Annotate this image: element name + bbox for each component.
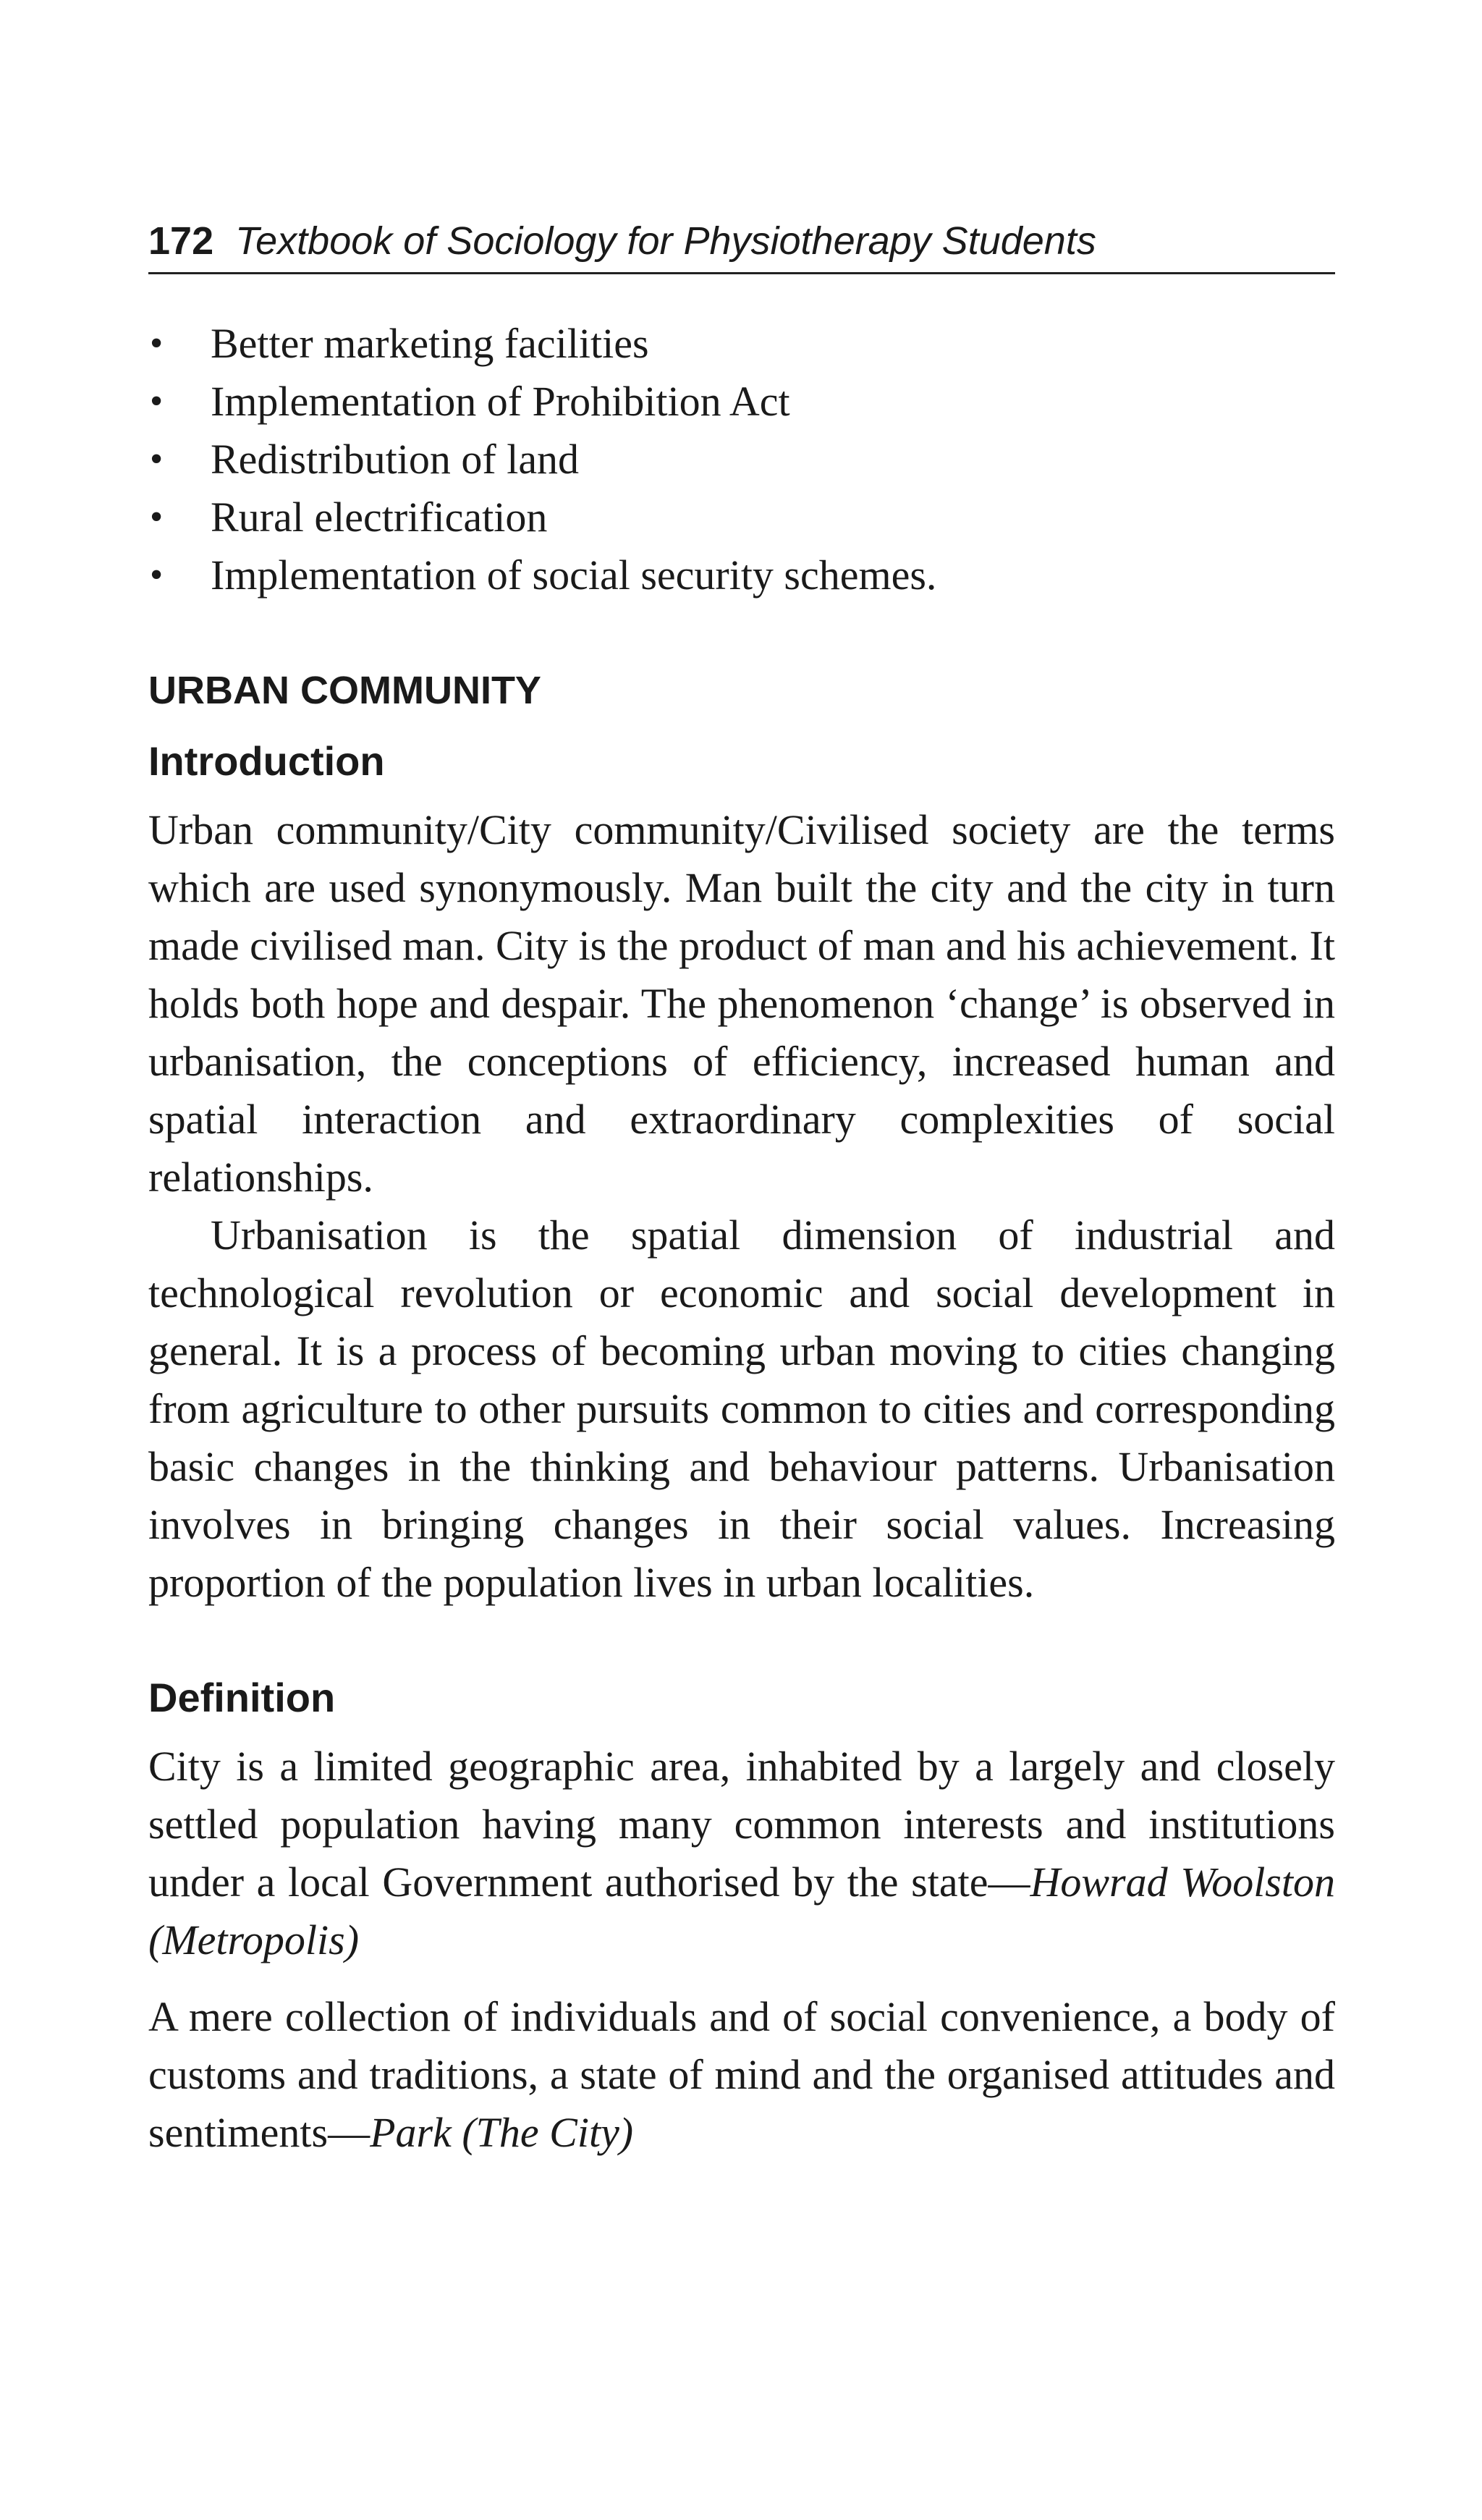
list-item: [148, 431, 1335, 489]
section-heading: URBAN COMMUNITY: [148, 669, 541, 712]
bullet-icon: •: [150, 381, 164, 422]
list-item-text: Rural electrification: [211, 494, 548, 541]
bullet-icon: •: [150, 554, 164, 596]
definition-quote: [148, 1988, 1335, 2162]
list-item: [148, 373, 1335, 431]
bullet-icon: •: [150, 496, 164, 538]
list-item: [148, 546, 1335, 604]
list-item: [148, 315, 1335, 373]
book-title: Textbook of Sociology for Physiotherapy Students: [235, 219, 1096, 263]
bullet-icon: •: [150, 439, 164, 480]
quote-text: City is a limited geographic area, inhabited by a largely and closely settled population having many common interests and institutions under a local Government authorised by the state—: [148, 1743, 1335, 1906]
introduction-paragraph: Urban community/City community/Civilised society are the terms which are used synonymously. Man built the city and the city in turn made civilised man. City is the product of man and his achievement. It holds both hope and despair. The phenomenon ‘change’ is observed in urbanisation, the conceptions of efficiency, increased human and spatial interaction and extraordinary complexities of social relationships.: [148, 806, 1335, 1201]
page-number: 172: [148, 219, 214, 263]
definition-heading: Definition: [148, 1675, 336, 1720]
page-content: [148, 315, 1335, 2162]
bullet-icon: •: [150, 323, 164, 364]
list-item-text: Implementation of Prohibition Act: [211, 378, 790, 425]
list-item-text: Better marketing facilities: [211, 320, 649, 367]
quote-text: A mere collection of individuals and of social convenience, a body of customs and traditions, a state of mind and the organised attitudes and sentiments—: [148, 1993, 1335, 2156]
introduction-paragraph: Urbanisation is the spatial dimension of industrial and technological revolution or economic and social development in general. It is a process of becoming urban moving to cities changing from agriculture to other pursuits common to cities and corresponding basic changes in the thinking and behaviour patterns. Urbanisation involves in bringing changes in their social values. Increasing proportion of the population lives in urban localities.: [148, 1212, 1335, 1606]
definition-quote: [148, 1738, 1335, 1969]
introduction-heading: Introduction: [148, 738, 385, 784]
quote-attribution: Howrad Woolston (Metropolis): [148, 1859, 1335, 1963]
running-head: [148, 210, 1335, 274]
list-item-text: Redistribution of land: [211, 436, 580, 483]
quote-attribution: Park (The City): [370, 2109, 634, 2156]
bullet-list: [148, 315, 1335, 604]
list-item: [148, 489, 1335, 546]
list-item-text: Implementation of social security schemes.: [211, 551, 937, 599]
